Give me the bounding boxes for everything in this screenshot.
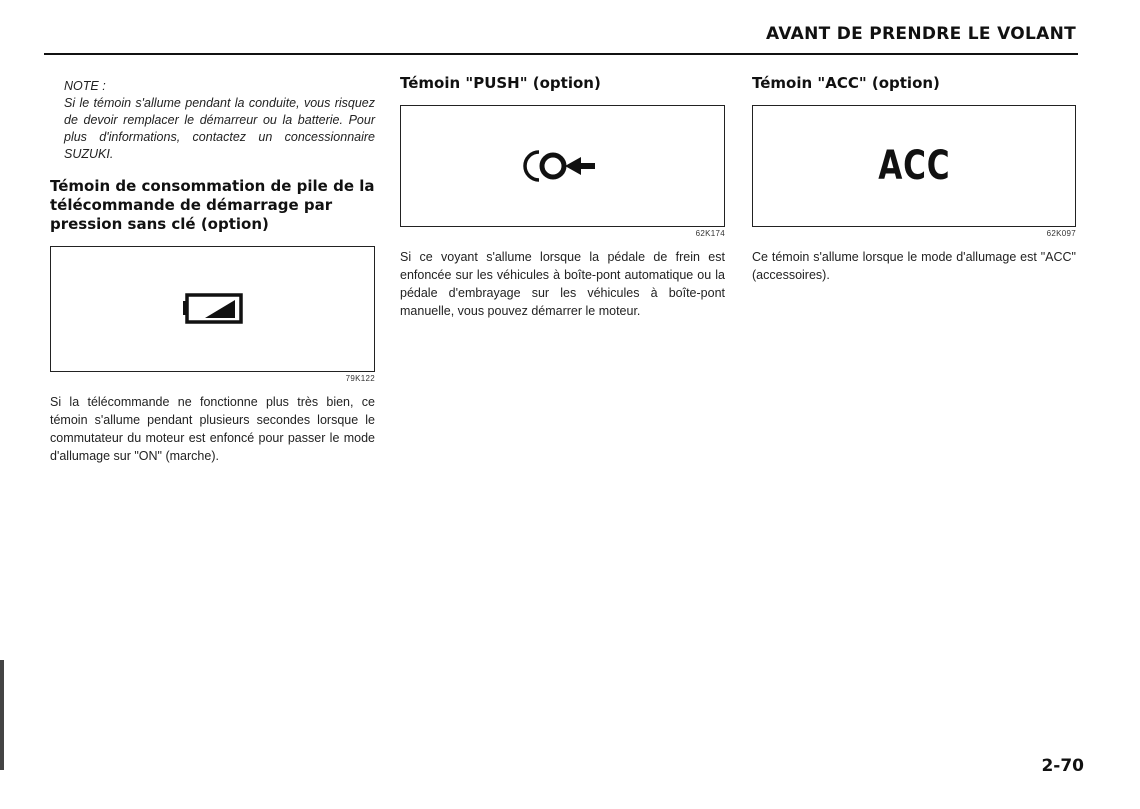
figure-code: 62K097 <box>1046 229 1076 238</box>
figure-code: 79K122 <box>345 374 375 383</box>
section-title-acc: Témoin "ACC" (option) <box>752 74 940 92</box>
figure-code: 62K174 <box>695 229 725 238</box>
note-label: NOTE : <box>64 79 106 93</box>
figure-push-indicator <box>400 105 725 227</box>
note-block <box>64 78 375 163</box>
page-number: 2-70 <box>1041 756 1084 776</box>
section-title-battery: Témoin de consommation de pile de la télécommande de démarrage par pression sans clé (option) <box>50 177 375 233</box>
battery-low-icon <box>181 292 245 326</box>
column-acc-indicator <box>752 74 1076 284</box>
figure-battery-indicator <box>50 246 375 372</box>
body-text-acc: Ce témoin s'allume lorsque le mode d'allumage est "ACC" (accessoires). <box>752 250 1076 282</box>
section-title-push: Témoin "PUSH" (option) <box>400 74 601 92</box>
note-text: Si le témoin s'allume pendant la conduite, vous risquez de devoir remplacer le démarreur ou la batterie. Pour plus d'informations, contactez un concessionnaire SUZUKI. <box>64 96 375 161</box>
body-text-push: Si ce voyant s'allume lorsque la pédale de frein est enfoncée sur les véhicules à boîte-pont automatique ou la pédale d'embrayage sur les véhicules à boîte-pont manuelle, vous pouvez démarrer le moteur. <box>400 250 725 318</box>
figure-acc-indicator <box>752 105 1076 227</box>
push-start-icon <box>523 146 603 186</box>
body-text-battery: Si la télécommande ne fonctionne plus très bien, ce témoin s'allume pendant plusieurs secondes lorsque le commutateur du moteur est enfoncé pour passer le mode d'allumage sur "ON" (marche). <box>50 395 375 463</box>
header-divider <box>44 53 1078 55</box>
acc-indicator-text: ACC <box>877 143 951 189</box>
page-header-title: AVANT DE PRENDRE LE VOLANT <box>766 24 1076 44</box>
column-battery-indicator <box>50 74 375 465</box>
column-push-indicator <box>400 74 725 320</box>
page-edge-mark <box>0 660 4 770</box>
